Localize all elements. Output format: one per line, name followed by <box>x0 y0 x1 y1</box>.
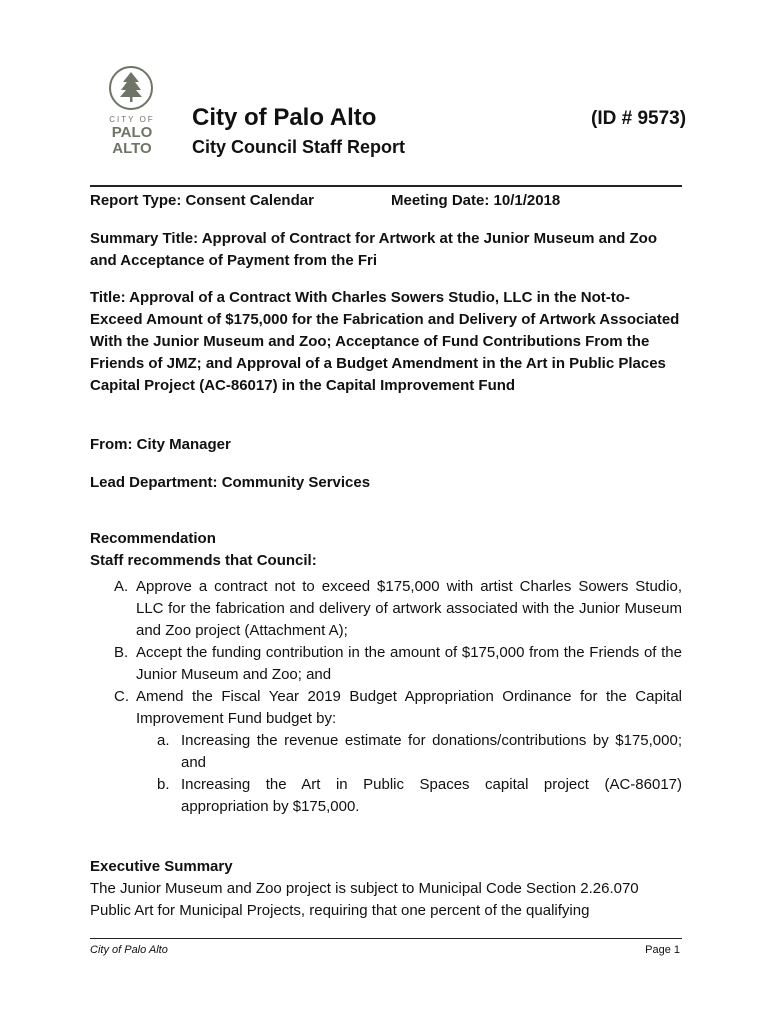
recommendation-intro: Staff recommends that Council: <box>90 552 317 569</box>
executive-summary-heading: Executive Summary <box>90 858 233 875</box>
recommendation-heading: Recommendation <box>90 530 216 547</box>
list-marker: B. <box>114 644 129 661</box>
list-item <box>157 774 682 818</box>
summary-title: Summary Title: Approval of Contract for Artwork at the Junior Museum and Zoo and Acceptance of Payment from the Fri <box>90 230 657 269</box>
list-text: Increasing the Art in Public Spaces capital project (AC-86017) appropriation by $175,000. <box>181 776 682 815</box>
logo-palo: PALO <box>111 124 153 141</box>
list-item <box>114 576 682 642</box>
meeting-date: Meeting Date: 10/1/2018 <box>391 192 561 209</box>
list-item <box>157 730 682 774</box>
list-marker: C. <box>114 688 129 705</box>
list-text: Increasing the revenue estimate for donations/contributions by $175,000; and <box>181 732 682 771</box>
report-subtitle: City Council Staff Report <box>192 137 406 157</box>
sub-list <box>114 730 682 818</box>
report-id: (ID # 9573) <box>591 108 687 129</box>
list-item <box>114 642 682 686</box>
logo-alto: ALTO <box>112 140 152 157</box>
list-text: Approve a contract not to exceed $175,000 with artist Charles Sowers Studio, LLC for the fabrication and delivery of artwork associated with the Junior Museum and Zoo project (Attachment A); <box>136 578 682 639</box>
list-marker: a. <box>157 732 170 749</box>
logo-city-of: CITY OF <box>109 115 155 124</box>
title: Title: Approval of a Contract With Charles Sowers Studio, LLC in the Not-to-Exceed Amount of $175,000 for the Fabrication and Delivery of Artwork Associated With the Junior Museum and Zoo; Acceptance of Fund Contributions From the Friends of JMZ; and Approval of a Budget Amendment in the Art in Public Places Capital Project (AC-86017) in the Capital Improvement Fund <box>90 289 680 394</box>
executive-summary-text: The Junior Museum and Zoo project is subject to Municipal Code Section 2.26.070 Public Art for Municipal Projects, requiring that one percent of the qualifying <box>90 880 639 919</box>
report-type: Report Type: Consent Calendar <box>90 192 314 209</box>
list-marker: b. <box>157 776 170 793</box>
recommendation-list <box>114 576 682 818</box>
list-text: Amend the Fiscal Year 2019 Budget Appropriation Ordinance for the Capital Improvement Fund budget by: <box>136 688 682 727</box>
footer-city: City of Palo Alto <box>90 944 168 956</box>
from: From: City Manager <box>90 436 231 453</box>
page-title: City of Palo Alto <box>192 104 377 131</box>
list-marker: A. <box>114 578 129 595</box>
page-number: Page 1 <box>645 944 680 956</box>
lead-department: Lead Department: Community Services <box>90 474 371 491</box>
list-item <box>114 686 682 730</box>
list-text: Accept the funding contribution in the amount of $175,000 from the Friends of the Junior Museum and Zoo; and <box>136 644 682 683</box>
header-rule <box>90 185 682 187</box>
footer-rule <box>90 938 682 939</box>
city-logo <box>106 66 158 162</box>
tree-icon <box>109 66 153 110</box>
